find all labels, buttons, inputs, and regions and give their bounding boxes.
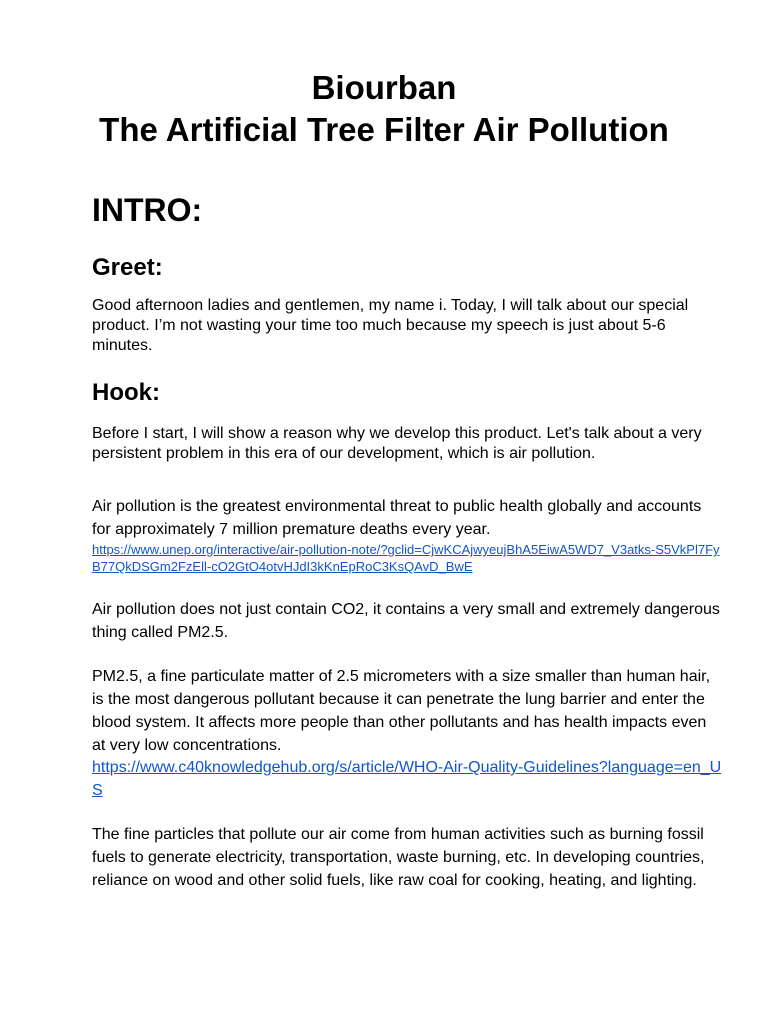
intro-heading: INTRO: (92, 192, 203, 228)
c40-source-link[interactable]: https://www.c40knowledgehub.org/s/article/WHO-Air-Quality-Guidelines?language=en_US (92, 759, 722, 799)
hook-paragraph-3: Air pollution does not just contain CO2, it contains a very small and extremely dangerous thing called PM2.5. (92, 601, 720, 641)
hook-paragraph-4: PM2.5, a fine particulate matter of 2.5 micrometers with a size smaller than human hair, is the most dangerous pollutant because it can penetrate the lung barrier and enter the blood system. It affects more people than other pollutants and has health impacts even at very low concentrations. (92, 668, 711, 754)
unep-source-link[interactable]: https://www.unep.org/interactive/air-pollution-note/?gclid=CjwKCAjwyeujBhA5EiwA5WD7_V3atks-S5VkPl7FyB77QkDSGm2FzEll-cO2GtO4otvHJdI3kKnEpRoC3KsQAvD_BwE (92, 542, 720, 574)
hook-heading: Hook: (92, 379, 160, 406)
hook-paragraph-1: Before I start, I will show a reason why we develop this product. Let's talk about a very persistent problem in this era of our development, which is air pollution. (92, 425, 702, 462)
document-title: Biourban (311, 69, 457, 106)
greet-paragraph: Good afternoon ladies and gentlemen, my name i. Today, I will talk about our special product. I’m not wasting your time too much because my speech is just about 5-6 minutes. (92, 297, 689, 354)
hook-paragraph-2: Air pollution is the greatest environmental threat to public health globally and accounts for approximately 7 million premature deaths every year. (92, 498, 702, 538)
hook-paragraph-5: The fine particles that pollute our air come from human activities such as burning fossil fuels to generate electricity, transportation, waste burning, etc. In developing countries, reliance on wood and other solid fuels, like raw coal for cooking, heating, and lighting. (92, 826, 705, 889)
greet-heading: Greet: (92, 254, 163, 281)
document-subtitle: The Artificial Tree Filter Air Pollution (99, 111, 669, 148)
